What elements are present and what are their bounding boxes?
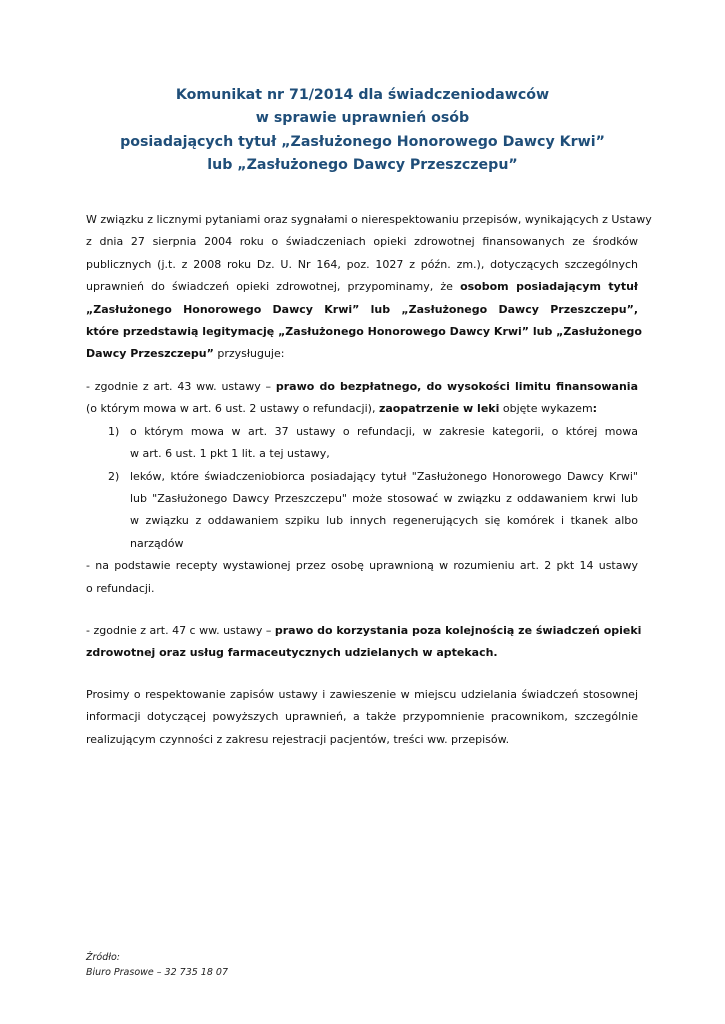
intro-line-4-bold: osobom posiadającym tytuł [460, 280, 638, 294]
list-item-1-line-2: w art. 6 ust. 1 pkt 1 lit. a tej ustawy, [130, 447, 330, 461]
art43-line-2 [86, 398, 638, 420]
art47-line-2 [86, 642, 638, 664]
intro-line-3: publicznych (j.t. z 2008 roku Dz. U. Nr 164, poz. 1027 z późn. zm.), dotyczących szczególnych [86, 257, 638, 271]
intro-line-6 [86, 321, 642, 343]
art47-line-1-text: - zgodnie z art. 47 c ww. ustawy – [86, 624, 275, 637]
closing-line-3: realizującym czynności z zakresu rejestracji pacjentów, treści ww. przepisów. [86, 732, 510, 746]
closing-line-1: Prosimy o respektowanie zapisów ustawy i zawieszenie w miejscu udzielania świadczeń stosownej [86, 688, 638, 701]
document-title [60, 84, 665, 177]
art43-line-2-colon: : [592, 402, 598, 416]
intro-line-1: W związku z licznymi pytaniami oraz sygnałami o nierespektowaniu przepisów, wynikających z Ustawy [86, 213, 652, 226]
footer-source-label: Źródło: [86, 952, 120, 963]
list-item-2-line-2: lub "Zasłużonego Dawcy Przeszczepu" może stosować w związku z oddawaniem krwi lub [130, 492, 638, 506]
intro-line-2: z dnia 27 sierpnia 2004 roku o świadczeniach opieki zdrowotnej finansowanych ze środków [86, 235, 638, 249]
art43-line-2-text: (o którym mowa w art. 6 ust. 2 ustawy o refundacji), [86, 402, 379, 416]
footer-source-contact: Biuro Prasowe – 32 735 18 07 [86, 967, 228, 978]
art43-line-1-text: - zgodnie z art. 43 ww. ustawy – [86, 380, 276, 393]
title-line-1: Komunikat nr 71/2014 dla świadczeniodawców [175, 87, 550, 103]
list-item-1 [86, 421, 638, 466]
closing-paragraph [86, 684, 638, 751]
list-item-2-line-4: narządów [130, 536, 184, 550]
title-line-2: w sprawie uprawnień osób [255, 110, 470, 127]
art43-tail-line-2: o refundacji. [86, 581, 155, 595]
art43-tail-line-1: - na podstawie recepty wystawionej przez osobę uprawnioną w rozumieniu art. 2 pkt 14 ustawy [86, 559, 638, 573]
list-item-1-line-1: o którym mowa w art. 37 ustawy o refundacji, w zakresie kategorii, o której mowa [130, 424, 638, 438]
intro-line-4 [86, 276, 638, 298]
list-item-2 [86, 466, 638, 556]
list-item-2-line-1: leków, które świadczeniobiorca posiadający tytuł "Zasłużonego Honorowego Dawcy Krwi" [130, 469, 638, 483]
list-item-2-line-3: w związku z oddawaniem szpiku lub innych regenerujących się komórek i tkanek albo [130, 514, 638, 528]
title-line-3: posiadających tytuł „Zasłużonego Honorowego Dawcy Krwi” [120, 133, 605, 150]
intro-line-7 [86, 343, 638, 365]
intro-line-7-text: przysługuje: [213, 347, 285, 361]
art43-section [86, 376, 638, 600]
art43-line-1-bold: prawo do bezpłatnego, do wysokości limitu finansowania [275, 380, 638, 393]
list-item-1-number: 1) [108, 424, 120, 438]
art43-line-2-tail: objęte wykazem [499, 402, 593, 416]
closing-line-2: informacji dotyczącej powyższych uprawnień, a także przypomnienie pracownikom, szczególnie [86, 710, 638, 724]
art47-line-1 [86, 620, 642, 642]
art43-line-1 [86, 376, 638, 398]
intro-line-6-bold: które przedstawią legitymację „Zasłużonego Honorowego Dawcy Krwi” lub „Zasłużonego [86, 325, 642, 339]
intro-line-7-bold: Dawcy Przeszczepu” [86, 347, 214, 361]
title-line-4: lub „Zasłużonego Dawcy Przeszczepu” [207, 156, 518, 173]
intro-line-4-text: uprawnień do świadczeń opieki zdrowotnej, przypominamy, że [86, 280, 461, 294]
art47-section [86, 620, 642, 665]
art47-line-2-bold: zdrowotnej oraz usług farmaceutycznych udzielanych w aptekach. [86, 646, 498, 660]
list-item-2-number: 2) [108, 469, 120, 483]
intro-line-5 [86, 299, 638, 321]
intro-paragraph [86, 209, 652, 366]
art47-line-1-bold: prawo do korzystania poza kolejnością ze świadczeń opieki [274, 624, 642, 637]
intro-line-5-bold: „Zasłużonego Honorowego Dawcy Krwi” lub „Zasłużonego Dawcy Przeszczepu”, [86, 302, 638, 316]
footer [86, 950, 228, 980]
art43-line-2-bold: zaopatrzenie w leki [378, 402, 500, 416]
